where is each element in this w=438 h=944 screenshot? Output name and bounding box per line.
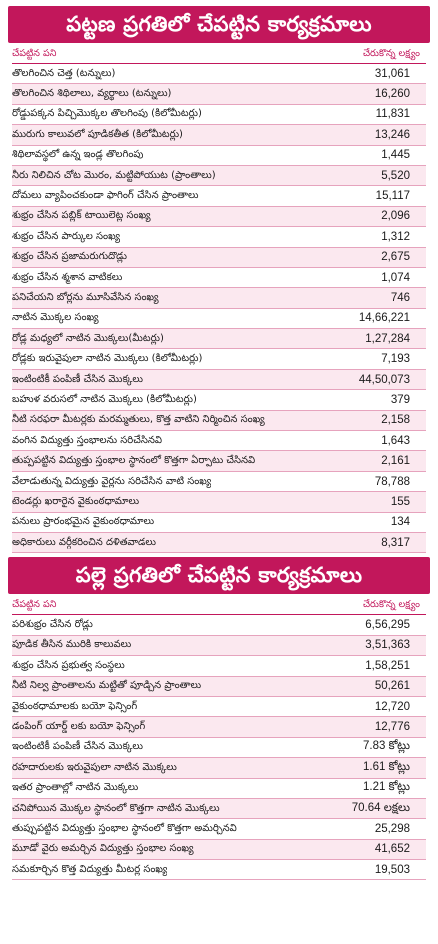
row-value: 13,246 bbox=[374, 128, 410, 141]
row-value: 11,831 bbox=[375, 108, 410, 121]
row-value: 12,720 bbox=[374, 700, 410, 713]
urban-col-work: చేపట్టిన పని bbox=[12, 47, 57, 59]
urban-table-header bbox=[12, 45, 426, 64]
table-row bbox=[12, 248, 426, 268]
row-value: 78,788 bbox=[374, 475, 410, 488]
row-label: మూడో వైరు అమర్చిన విద్యుత్తు స్తంభాల సంఖ్య bbox=[12, 843, 194, 855]
row-label: శుభ్రం చేసిన ప్రజామరుగుదొడ్లు bbox=[12, 251, 127, 263]
rural-table bbox=[0, 615, 438, 880]
row-value: 2,096 bbox=[381, 210, 410, 223]
row-value: 50,261 bbox=[374, 680, 410, 693]
row-label: ఇతర ప్రాంతాల్లో నాటిన మొక్కలు bbox=[12, 782, 139, 794]
row-value: 19,503 bbox=[374, 863, 410, 876]
table-row bbox=[12, 411, 426, 431]
row-label: పనిచేయని బోర్లను మూసివేసిన సంఖ్య bbox=[12, 291, 159, 303]
row-value: 7.83 కోట్లు bbox=[363, 740, 410, 753]
table-row bbox=[12, 146, 426, 166]
row-value: 1,445 bbox=[381, 149, 410, 162]
row-label: నీటి సరఫరా మీటర్లకు మరమ్మతులు, కొత్త వాటిని నిర్మించిన సంఖ్య bbox=[12, 414, 265, 426]
row-label: వేలాడుతున్న విద్యుత్తు వైర్లను సరిచేసిన వాటి సంఖ్య bbox=[12, 475, 212, 487]
row-label: డంపింగ్ యార్డ్ లకు బయో ఫెన్సింగ్ bbox=[12, 721, 146, 733]
row-label: రోడ్లకు ఇరువైపులా నాటిన మొక్కలు (కిలోమీటర్లు) bbox=[12, 353, 203, 365]
row-label: అధికారులు వర్గీకరించిన దళితవాడలు bbox=[12, 536, 156, 548]
row-label: రోడ్ల మధ్యలో నాటిన మొక్కలు(మీటర్లు) bbox=[12, 332, 164, 344]
row-value: 12,776 bbox=[374, 721, 410, 734]
row-label: టెండర్లు ఖరారైన వైకుంఠధామాలు bbox=[12, 495, 140, 507]
row-label: శుభ్రం చేసిన శ్మశాన వాటికలు bbox=[12, 271, 123, 283]
row-value: 70.64 లక్షలు bbox=[351, 801, 410, 814]
table-row bbox=[12, 492, 426, 512]
row-label: తొలగించిన శిథిలాలు, వ్యర్థాలు (టన్నులు) bbox=[12, 88, 172, 100]
rural-table-header bbox=[12, 596, 426, 615]
rural-col-goal: చేరుకొన్న లక్ష్యం bbox=[362, 598, 420, 610]
rural-col-work: చేపట్టిన పని bbox=[12, 598, 57, 610]
table-row bbox=[12, 390, 426, 410]
table-row bbox=[12, 840, 426, 860]
row-label: వంగిన విద్యుత్తు స్తంభాలను సరిచేసినవి bbox=[12, 434, 162, 446]
table-row bbox=[12, 84, 426, 104]
row-value: 134 bbox=[390, 516, 410, 529]
row-value: 1.21 కోట్లు bbox=[363, 781, 410, 794]
urban-col-goal: చేరుకొన్న లక్ష్యం bbox=[362, 47, 420, 59]
urban-section-title: పట్టణ ప్రగతిలో చేపట్టిన కార్యక్రమాలు bbox=[8, 6, 430, 43]
table-row bbox=[12, 186, 426, 206]
row-label: దోమలు వ్యాపించకుండా ఫాగింగ్ చేసిన ప్రాంతాలు bbox=[12, 190, 199, 202]
row-label: నాటిన మొక్కల సంఖ్య bbox=[12, 312, 99, 324]
row-value: 8,317 bbox=[381, 536, 410, 549]
row-value: 2,158 bbox=[381, 414, 410, 427]
row-value: 1.61 కోట్లు bbox=[363, 760, 410, 773]
table-row bbox=[12, 207, 426, 227]
table-row bbox=[12, 370, 426, 390]
infographic bbox=[0, 6, 438, 944]
table-row bbox=[12, 656, 426, 676]
table-row bbox=[12, 758, 426, 778]
row-label: వైకుంఠధామాలకు బయో ఫెన్సింగ్ bbox=[12, 700, 138, 712]
row-value: 16,260 bbox=[374, 88, 410, 101]
row-value: 1,58,251 bbox=[365, 659, 410, 672]
row-label: పరిశుభ్రం చేసిన రోడ్లు bbox=[12, 619, 93, 631]
table-row bbox=[12, 431, 426, 451]
row-value: 2,675 bbox=[381, 251, 410, 264]
row-label: తుప్పుపట్టిన విద్యుత్తు స్తంభాల స్థానంలో కొత్తగా అమర్చినవి bbox=[12, 822, 237, 834]
row-value: 1,312 bbox=[381, 230, 410, 243]
table-row bbox=[12, 472, 426, 492]
row-label: సమకూర్చిన కొత్త విద్యుత్తు మీటర్ల సంఖ్య bbox=[12, 863, 168, 875]
row-value: 1,27,284 bbox=[365, 332, 410, 345]
row-label: నీరు నిలిచిన చోట మొరం, మట్టిపోయుట (ప్రాంతాలు) bbox=[12, 169, 216, 181]
table-row bbox=[12, 799, 426, 819]
table-row bbox=[12, 717, 426, 737]
row-value: 15,117 bbox=[375, 190, 410, 203]
table-row bbox=[12, 288, 426, 308]
table-row bbox=[12, 329, 426, 349]
table-row bbox=[12, 615, 426, 635]
table-row bbox=[12, 268, 426, 288]
table-row bbox=[12, 125, 426, 145]
table-row bbox=[12, 451, 426, 471]
row-label: శుభ్రం చేసిన పబ్లిక్ టాయిలెట్ల సంఖ్య bbox=[12, 210, 151, 222]
row-label: చనిపోయిన మొక్కల స్థానంలో కొత్తగా నాటిన మొక్కలు bbox=[12, 802, 220, 814]
row-value: 44,50,073 bbox=[358, 373, 410, 386]
table-row bbox=[12, 677, 426, 697]
row-value: 2,161 bbox=[381, 455, 410, 468]
row-value: 3,51,363 bbox=[365, 639, 410, 652]
rural-section-title: పల్లె ప్రగతిలో చేపట్టిన కార్యక్రమాలు bbox=[8, 557, 430, 594]
row-label: ఇంటింటికీ పంపిణీ చేసిన మొక్కలు bbox=[12, 741, 143, 753]
row-value: 1,074 bbox=[381, 271, 410, 284]
row-value: 746 bbox=[390, 291, 410, 304]
row-label: బహుళ వరుసలో నాటిన మొక్కలు (కిలోమీటర్లు) bbox=[12, 393, 197, 405]
row-label: నీటి నిల్వ ప్రాంతాలను మట్టితో పూడ్చిన ప్రాంతాలు bbox=[12, 680, 202, 692]
row-label: పూడిక తీసిన మురికి కాలువలు bbox=[12, 639, 132, 651]
row-value: 7,193 bbox=[381, 353, 410, 366]
row-label: తుప్పపట్టిన విద్యుత్తు స్తంభాల స్థానంలో కొత్తగా ఏర్పాటు చేసినవి bbox=[12, 455, 256, 467]
row-label: మురుగు కాలువలో పూడికతీత (కిలోమీటర్లు) bbox=[12, 128, 183, 140]
table-row bbox=[12, 738, 426, 758]
row-value: 31,061 bbox=[374, 67, 410, 80]
row-value: 1,643 bbox=[381, 434, 410, 447]
row-value: 14,66,221 bbox=[358, 312, 410, 325]
row-value: 379 bbox=[390, 393, 410, 406]
row-value: 25,298 bbox=[374, 822, 410, 835]
row-label: రహదారులకు ఇరువైపులా నాటిన మొక్కలు bbox=[12, 761, 177, 773]
table-row bbox=[12, 533, 426, 553]
row-label: శిథిలావస్థలో ఉన్న ఇండ్ల తొలగింపు bbox=[12, 149, 144, 161]
table-row bbox=[12, 227, 426, 247]
row-label: శుభ్రం చేసిన ప్రభుత్వ సంస్థలు bbox=[12, 659, 125, 671]
table-row bbox=[12, 819, 426, 839]
table-row bbox=[12, 513, 426, 533]
table-row bbox=[12, 779, 426, 799]
row-value: 5,520 bbox=[381, 169, 410, 182]
row-value: 41,652 bbox=[374, 843, 410, 856]
urban-table bbox=[0, 64, 438, 553]
table-row bbox=[12, 860, 426, 880]
row-label: శుభ్రం చేసిన పార్కుల సంఖ్య bbox=[12, 230, 121, 242]
row-label: పనులు ప్రారంభమైన వైకుంఠధామాలు bbox=[12, 516, 155, 528]
table-row bbox=[12, 636, 426, 656]
row-label: రోడ్డుపక్కన పిచ్చిమొక్కల తొలగింపు (కిలోమీటర్లు) bbox=[12, 108, 202, 120]
row-value: 6,56,295 bbox=[365, 619, 410, 632]
row-label: ఇంటింటికీ పంపిణీ చేసిన మొక్కలు bbox=[12, 373, 143, 385]
row-value: 155 bbox=[390, 495, 410, 508]
row-label: తొలగించిన చెత్త (టన్నులు) bbox=[12, 67, 116, 79]
table-row bbox=[12, 105, 426, 125]
table-row bbox=[12, 64, 426, 84]
table-row bbox=[12, 166, 426, 186]
table-row bbox=[12, 697, 426, 717]
table-row bbox=[12, 309, 426, 329]
table-row bbox=[12, 349, 426, 369]
